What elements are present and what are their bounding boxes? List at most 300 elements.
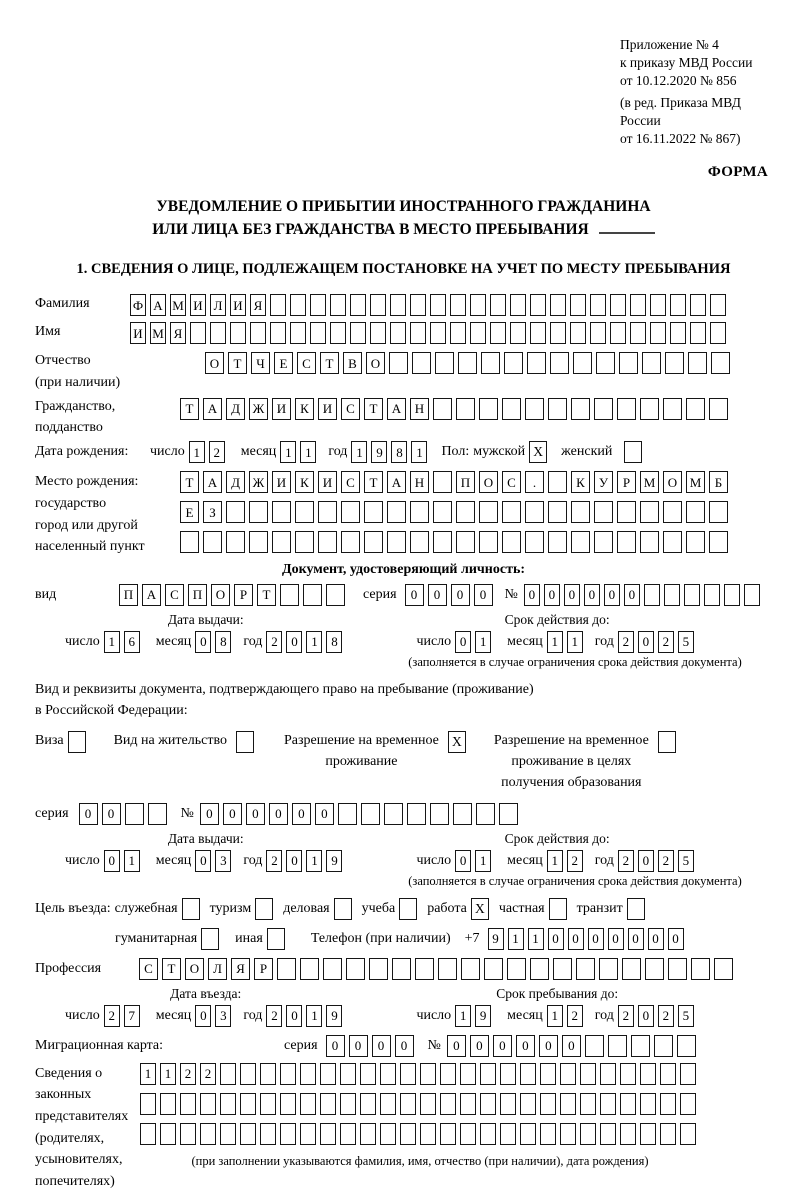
char-cell[interactable]	[580, 1123, 596, 1145]
char-cell[interactable]	[450, 322, 466, 344]
char-cell[interactable]	[630, 294, 646, 316]
char-cell[interactable]	[456, 501, 475, 523]
char-cell[interactable]	[320, 1123, 336, 1145]
char-cell[interactable]	[380, 1093, 396, 1115]
char-cell[interactable]: И	[272, 398, 291, 420]
char-cell[interactable]	[570, 294, 586, 316]
char-cell[interactable]	[226, 531, 245, 553]
char-cell[interactable]: Д	[226, 398, 245, 420]
char-cell[interactable]	[560, 1093, 576, 1115]
char-cell[interactable]: И	[272, 471, 291, 493]
char-cell[interactable]	[456, 531, 475, 553]
char-cell[interactable]: 0	[628, 928, 644, 950]
char-cell[interactable]	[576, 958, 595, 980]
char-cell[interactable]	[390, 322, 406, 344]
char-cell[interactable]	[688, 352, 707, 374]
char-cell[interactable]: 9	[326, 850, 342, 872]
char-cell[interactable]	[369, 958, 388, 980]
char-cell[interactable]: 0	[470, 1035, 489, 1057]
char-cell[interactable]	[476, 803, 495, 825]
char-cell[interactable]	[480, 1123, 496, 1145]
char-cell[interactable]	[290, 322, 306, 344]
char-cell[interactable]: Д	[226, 471, 245, 493]
char-cell[interactable]: 0	[604, 584, 620, 606]
char-cell[interactable]: 0	[102, 803, 121, 825]
char-cell[interactable]	[710, 322, 726, 344]
char-cell[interactable]	[617, 398, 636, 420]
char-cell[interactable]: 0	[286, 850, 302, 872]
char-cell[interactable]: М	[686, 471, 705, 493]
char-cell[interactable]	[438, 958, 457, 980]
char-cell[interactable]: 0	[200, 803, 219, 825]
purpose-tourism-checkbox[interactable]	[255, 898, 273, 920]
char-cell[interactable]	[640, 1123, 656, 1145]
char-cell[interactable]	[668, 958, 687, 980]
char-cell[interactable]	[684, 584, 700, 606]
char-cell[interactable]: 1	[547, 850, 563, 872]
char-cell[interactable]: 9	[488, 928, 504, 950]
sex-male-checkbox[interactable]: X	[529, 441, 547, 463]
char-cell[interactable]	[481, 352, 500, 374]
char-cell[interactable]	[260, 1063, 276, 1085]
char-cell[interactable]	[640, 398, 659, 420]
char-cell[interactable]	[435, 352, 454, 374]
char-cell[interactable]	[663, 398, 682, 420]
char-cell[interactable]: 2	[104, 1005, 120, 1027]
char-cell[interactable]: 2	[567, 1005, 583, 1027]
char-cell[interactable]	[360, 1093, 376, 1115]
char-cell[interactable]	[571, 398, 590, 420]
char-cell[interactable]: 0	[292, 803, 311, 825]
char-cell[interactable]	[714, 958, 733, 980]
char-cell[interactable]	[596, 352, 615, 374]
char-cell[interactable]: 2	[200, 1063, 216, 1085]
char-cell[interactable]	[310, 294, 326, 316]
char-cell[interactable]	[640, 1063, 656, 1085]
char-cell[interactable]	[548, 501, 567, 523]
char-cell[interactable]	[686, 398, 705, 420]
char-cell[interactable]	[530, 294, 546, 316]
char-cell[interactable]: 2	[567, 850, 583, 872]
char-cell[interactable]	[341, 501, 360, 523]
char-cell[interactable]	[240, 1093, 256, 1115]
char-cell[interactable]: 0	[539, 1035, 558, 1057]
char-cell[interactable]	[433, 471, 452, 493]
char-cell[interactable]	[260, 1123, 276, 1145]
purpose-other-checkbox[interactable]	[267, 928, 285, 950]
char-cell[interactable]: 0	[588, 928, 604, 950]
purpose-business-trip-checkbox[interactable]	[182, 898, 200, 920]
char-cell[interactable]: 0	[544, 584, 560, 606]
char-cell[interactable]	[479, 531, 498, 553]
char-cell[interactable]	[608, 1035, 627, 1057]
char-cell[interactable]: М	[170, 294, 186, 316]
char-cell[interactable]: А	[150, 294, 166, 316]
char-cell[interactable]	[460, 1093, 476, 1115]
char-cell[interactable]: Р	[617, 471, 636, 493]
char-cell[interactable]	[550, 294, 566, 316]
char-cell[interactable]: 1	[528, 928, 544, 950]
char-cell[interactable]: Т	[180, 398, 199, 420]
char-cell[interactable]	[548, 531, 567, 553]
char-cell[interactable]: Ж	[249, 471, 268, 493]
char-cell[interactable]	[599, 958, 618, 980]
char-cell[interactable]	[520, 1123, 536, 1145]
char-cell[interactable]: А	[387, 398, 406, 420]
char-cell[interactable]: А	[203, 398, 222, 420]
char-cell[interactable]: 5	[678, 631, 694, 653]
char-cell[interactable]: И	[318, 398, 337, 420]
char-cell[interactable]	[665, 352, 684, 374]
char-cell[interactable]: О	[479, 471, 498, 493]
char-cell[interactable]	[340, 1123, 356, 1145]
char-cell[interactable]: Р	[234, 584, 253, 606]
char-cell[interactable]: 2	[266, 850, 282, 872]
char-cell[interactable]	[180, 531, 199, 553]
char-cell[interactable]	[300, 1063, 316, 1085]
char-cell[interactable]	[360, 1123, 376, 1145]
char-cell[interactable]	[650, 322, 666, 344]
char-cell[interactable]	[570, 322, 586, 344]
char-cell[interactable]	[160, 1123, 176, 1145]
char-cell[interactable]	[520, 1063, 536, 1085]
char-cell[interactable]	[610, 294, 626, 316]
char-cell[interactable]	[280, 1063, 296, 1085]
char-cell[interactable]: 0	[608, 928, 624, 950]
char-cell[interactable]: С	[341, 398, 360, 420]
char-cell[interactable]	[590, 322, 606, 344]
char-cell[interactable]: 0	[195, 1005, 211, 1027]
char-cell[interactable]: 0	[562, 1035, 581, 1057]
char-cell[interactable]	[664, 584, 680, 606]
char-cell[interactable]: 0	[447, 1035, 466, 1057]
char-cell[interactable]: 2	[618, 1005, 634, 1027]
char-cell[interactable]	[642, 352, 661, 374]
char-cell[interactable]	[320, 1093, 336, 1115]
char-cell[interactable]: 1	[475, 850, 491, 872]
char-cell[interactable]: 3	[215, 1005, 231, 1027]
char-cell[interactable]: 2	[618, 631, 634, 653]
char-cell[interactable]	[412, 352, 431, 374]
char-cell[interactable]	[507, 958, 526, 980]
char-cell[interactable]: 8	[391, 441, 407, 463]
char-cell[interactable]: Т	[180, 471, 199, 493]
char-cell[interactable]	[573, 352, 592, 374]
char-cell[interactable]	[400, 1063, 416, 1085]
char-cell[interactable]	[499, 803, 518, 825]
char-cell[interactable]	[323, 958, 342, 980]
char-cell[interactable]	[277, 958, 296, 980]
char-cell[interactable]: 2	[209, 441, 225, 463]
char-cell[interactable]	[340, 1093, 356, 1115]
char-cell[interactable]	[644, 584, 660, 606]
char-cell[interactable]	[460, 1063, 476, 1085]
char-cell[interactable]: 9	[475, 1005, 491, 1027]
char-cell[interactable]: М	[150, 322, 166, 344]
char-cell[interactable]: 0	[524, 584, 540, 606]
char-cell[interactable]	[670, 294, 686, 316]
char-cell[interactable]: 1	[160, 1063, 176, 1085]
char-cell[interactable]: К	[295, 471, 314, 493]
char-cell[interactable]: 0	[223, 803, 242, 825]
char-cell[interactable]	[560, 1123, 576, 1145]
temp-residence-checkbox[interactable]: X	[448, 731, 466, 753]
char-cell[interactable]: 0	[474, 584, 493, 606]
char-cell[interactable]	[350, 294, 366, 316]
char-cell[interactable]	[300, 958, 319, 980]
purpose-transit-checkbox[interactable]	[627, 898, 645, 920]
char-cell[interactable]	[504, 352, 523, 374]
char-cell[interactable]: 0	[195, 631, 211, 653]
char-cell[interactable]	[691, 958, 710, 980]
char-cell[interactable]	[670, 322, 686, 344]
char-cell[interactable]	[600, 1063, 616, 1085]
char-cell[interactable]: 0	[668, 928, 684, 950]
char-cell[interactable]: О	[185, 958, 204, 980]
char-cell[interactable]	[220, 1093, 236, 1115]
char-cell[interactable]	[400, 1123, 416, 1145]
char-cell[interactable]	[400, 1093, 416, 1115]
char-cell[interactable]	[571, 501, 590, 523]
purpose-private-checkbox[interactable]	[549, 898, 567, 920]
char-cell[interactable]	[709, 398, 728, 420]
char-cell[interactable]: 1	[104, 631, 120, 653]
char-cell[interactable]	[480, 1063, 496, 1085]
char-cell[interactable]	[318, 531, 337, 553]
char-cell[interactable]: Л	[208, 958, 227, 980]
char-cell[interactable]: 1	[306, 1005, 322, 1027]
char-cell[interactable]	[240, 1063, 256, 1085]
char-cell[interactable]: 0	[455, 631, 471, 653]
char-cell[interactable]	[540, 1123, 556, 1145]
char-cell[interactable]: 0	[638, 631, 654, 653]
char-cell[interactable]	[620, 1093, 636, 1115]
char-cell[interactable]: 1	[508, 928, 524, 950]
char-cell[interactable]	[619, 352, 638, 374]
char-cell[interactable]	[525, 501, 544, 523]
char-cell[interactable]: 0	[405, 584, 424, 606]
visa-checkbox[interactable]	[68, 731, 86, 753]
char-cell[interactable]	[310, 322, 326, 344]
char-cell[interactable]: 2	[658, 631, 674, 653]
char-cell[interactable]: С	[297, 352, 316, 374]
char-cell[interactable]	[677, 1035, 696, 1057]
char-cell[interactable]	[326, 584, 345, 606]
char-cell[interactable]	[500, 1093, 516, 1115]
char-cell[interactable]	[341, 531, 360, 553]
char-cell[interactable]: Т	[364, 398, 383, 420]
char-cell[interactable]: 2	[266, 631, 282, 653]
char-cell[interactable]	[295, 501, 314, 523]
char-cell[interactable]	[364, 531, 383, 553]
char-cell[interactable]	[272, 531, 291, 553]
char-cell[interactable]: 1	[280, 441, 296, 463]
char-cell[interactable]: 0	[455, 850, 471, 872]
char-cell[interactable]: И	[190, 294, 206, 316]
char-cell[interactable]	[461, 958, 480, 980]
char-cell[interactable]	[300, 1093, 316, 1115]
char-cell[interactable]: 0	[638, 1005, 654, 1027]
purpose-humanitarian-checkbox[interactable]	[201, 928, 219, 950]
char-cell[interactable]: 1	[475, 631, 491, 653]
char-cell[interactable]: Ч	[251, 352, 270, 374]
char-cell[interactable]	[290, 294, 306, 316]
char-cell[interactable]	[479, 501, 498, 523]
char-cell[interactable]	[200, 1123, 216, 1145]
char-cell[interactable]	[270, 294, 286, 316]
sex-female-checkbox[interactable]	[624, 441, 642, 463]
char-cell[interactable]: 1	[306, 850, 322, 872]
char-cell[interactable]	[203, 531, 222, 553]
char-cell[interactable]	[380, 1063, 396, 1085]
char-cell[interactable]	[450, 294, 466, 316]
char-cell[interactable]	[407, 803, 426, 825]
char-cell[interactable]: 0	[104, 850, 120, 872]
char-cell[interactable]: 0	[269, 803, 288, 825]
char-cell[interactable]	[550, 352, 569, 374]
char-cell[interactable]	[420, 1093, 436, 1115]
char-cell[interactable]	[630, 322, 646, 344]
char-cell[interactable]	[280, 1123, 296, 1145]
char-cell[interactable]: Т	[320, 352, 339, 374]
char-cell[interactable]	[490, 322, 506, 344]
char-cell[interactable]	[620, 1063, 636, 1085]
char-cell[interactable]	[148, 803, 167, 825]
char-cell[interactable]	[571, 531, 590, 553]
char-cell[interactable]	[370, 294, 386, 316]
char-cell[interactable]: 0	[315, 803, 334, 825]
char-cell[interactable]: 0	[246, 803, 265, 825]
char-cell[interactable]	[590, 294, 606, 316]
char-cell[interactable]	[440, 1123, 456, 1145]
char-cell[interactable]	[680, 1063, 696, 1085]
char-cell[interactable]	[249, 531, 268, 553]
char-cell[interactable]: Е	[180, 501, 199, 523]
char-cell[interactable]: 8	[326, 631, 342, 653]
char-cell[interactable]	[709, 501, 728, 523]
char-cell[interactable]	[660, 1093, 676, 1115]
char-cell[interactable]: А	[142, 584, 161, 606]
char-cell[interactable]	[580, 1063, 596, 1085]
char-cell[interactable]: 1	[306, 631, 322, 653]
char-cell[interactable]	[260, 1093, 276, 1115]
char-cell[interactable]: С	[502, 471, 521, 493]
char-cell[interactable]	[502, 531, 521, 553]
char-cell[interactable]	[525, 398, 544, 420]
char-cell[interactable]	[510, 322, 526, 344]
char-cell[interactable]	[190, 322, 206, 344]
char-cell[interactable]: А	[203, 471, 222, 493]
char-cell[interactable]: 3	[215, 850, 231, 872]
char-cell[interactable]	[410, 294, 426, 316]
char-cell[interactable]	[140, 1123, 156, 1145]
char-cell[interactable]	[346, 958, 365, 980]
purpose-study-checkbox[interactable]	[399, 898, 417, 920]
char-cell[interactable]: 7	[124, 1005, 140, 1027]
char-cell[interactable]: И	[318, 471, 337, 493]
char-cell[interactable]: О	[366, 352, 385, 374]
purpose-work-checkbox[interactable]: X	[471, 898, 489, 920]
char-cell[interactable]: 1	[140, 1063, 156, 1085]
char-cell[interactable]: С	[139, 958, 158, 980]
char-cell[interactable]: 0	[349, 1035, 368, 1057]
char-cell[interactable]	[415, 958, 434, 980]
char-cell[interactable]: 2	[658, 1005, 674, 1027]
char-cell[interactable]	[650, 294, 666, 316]
char-cell[interactable]	[387, 531, 406, 553]
char-cell[interactable]	[500, 1123, 516, 1145]
char-cell[interactable]	[330, 322, 346, 344]
char-cell[interactable]	[220, 1063, 236, 1085]
char-cell[interactable]	[479, 398, 498, 420]
char-cell[interactable]: 0	[372, 1035, 391, 1057]
char-cell[interactable]	[430, 294, 446, 316]
char-cell[interactable]: 2	[618, 850, 634, 872]
char-cell[interactable]	[631, 1035, 650, 1057]
char-cell[interactable]: 0	[493, 1035, 512, 1057]
char-cell[interactable]: Т	[364, 471, 383, 493]
char-cell[interactable]	[594, 531, 613, 553]
char-cell[interactable]	[380, 1123, 396, 1145]
char-cell[interactable]	[645, 958, 664, 980]
temp-residence-education-checkbox[interactable]	[658, 731, 676, 753]
char-cell[interactable]: Б	[709, 471, 728, 493]
char-cell[interactable]	[384, 803, 403, 825]
char-cell[interactable]	[660, 1123, 676, 1145]
char-cell[interactable]	[140, 1093, 156, 1115]
char-cell[interactable]: К	[295, 398, 314, 420]
char-cell[interactable]	[300, 1123, 316, 1145]
char-cell[interactable]	[654, 1035, 673, 1057]
char-cell[interactable]: О	[663, 471, 682, 493]
char-cell[interactable]	[550, 322, 566, 344]
char-cell[interactable]: 5	[678, 850, 694, 872]
char-cell[interactable]	[640, 1093, 656, 1115]
char-cell[interactable]	[433, 501, 452, 523]
char-cell[interactable]	[230, 322, 246, 344]
char-cell[interactable]: 2	[266, 1005, 282, 1027]
char-cell[interactable]: 0	[564, 584, 580, 606]
char-cell[interactable]	[440, 1093, 456, 1115]
char-cell[interactable]	[338, 803, 357, 825]
char-cell[interactable]	[724, 584, 740, 606]
char-cell[interactable]: Е	[274, 352, 293, 374]
char-cell[interactable]	[364, 501, 383, 523]
char-cell[interactable]	[640, 501, 659, 523]
char-cell[interactable]	[387, 501, 406, 523]
char-cell[interactable]	[226, 501, 245, 523]
char-cell[interactable]	[640, 531, 659, 553]
char-cell[interactable]	[410, 531, 429, 553]
char-cell[interactable]	[480, 1093, 496, 1115]
char-cell[interactable]: 1	[189, 441, 205, 463]
char-cell[interactable]	[600, 1093, 616, 1115]
char-cell[interactable]	[600, 1123, 616, 1145]
char-cell[interactable]	[240, 1123, 256, 1145]
char-cell[interactable]	[660, 1063, 676, 1085]
char-cell[interactable]	[160, 1093, 176, 1115]
char-cell[interactable]	[622, 958, 641, 980]
char-cell[interactable]	[280, 584, 299, 606]
char-cell[interactable]: Ф	[130, 294, 146, 316]
char-cell[interactable]: К	[571, 471, 590, 493]
char-cell[interactable]: О	[211, 584, 230, 606]
char-cell[interactable]: 0	[286, 631, 302, 653]
char-cell[interactable]	[420, 1123, 436, 1145]
char-cell[interactable]	[440, 1063, 456, 1085]
char-cell[interactable]	[330, 294, 346, 316]
char-cell[interactable]: Т	[228, 352, 247, 374]
